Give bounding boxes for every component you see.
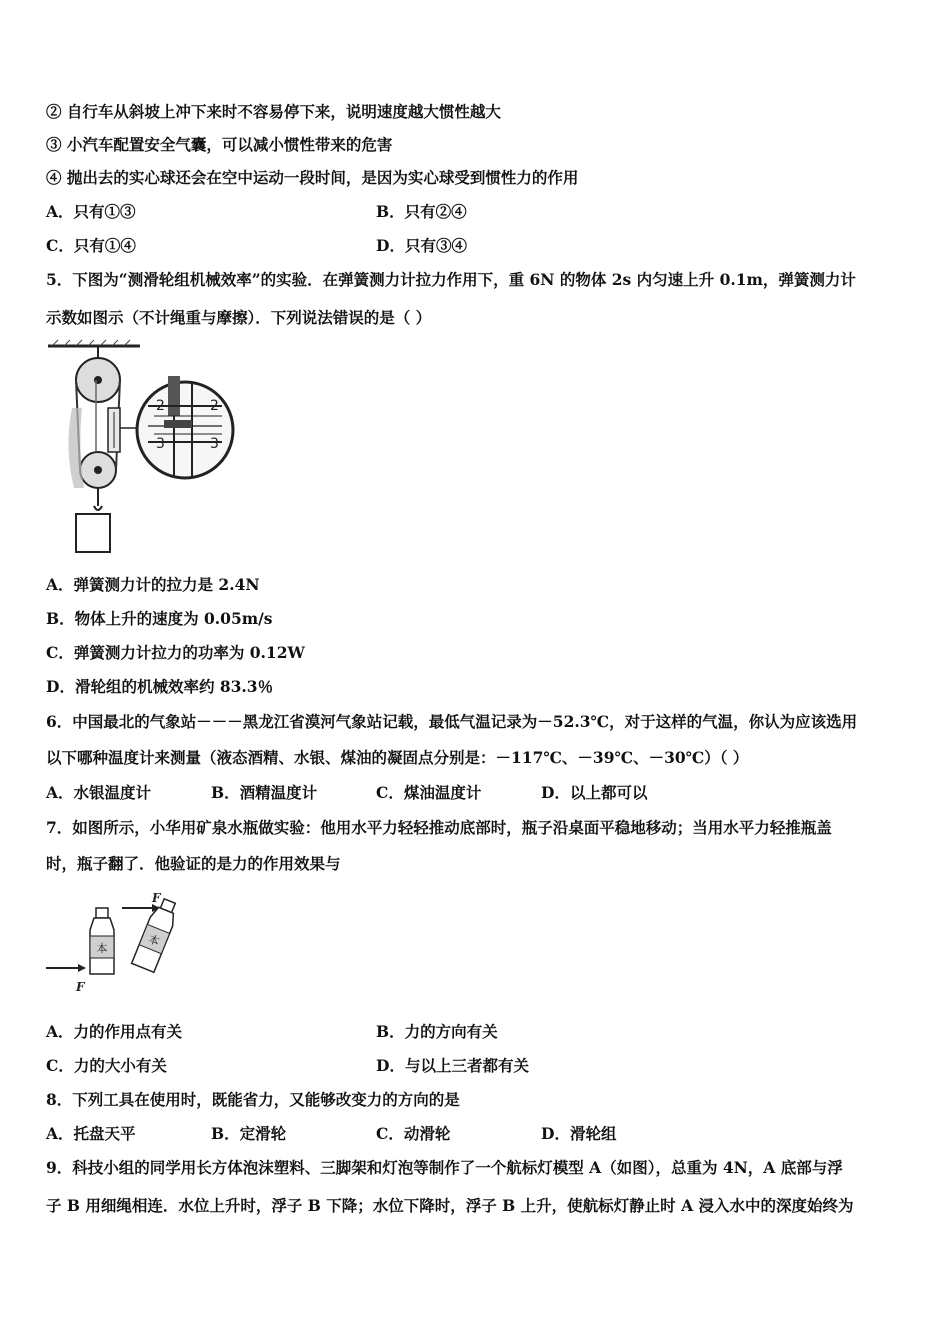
q6-stem-line-1: 6．中国最北的气象站－－－黑龙江省漠河气象站记载，最低气温记录为－52.3℃，对于这样的气温，你认为应该选用 [46, 712, 858, 731]
q4-statement-3: ③ 小汽车配置安全气囊，可以减小惯性带来的危害 [46, 135, 393, 154]
q7-option-b[interactable]: B．力的方向有关 [376, 1022, 498, 1041]
q9-stem-line-1: 9．科技小组的同学用长方体泡沫塑料、三脚架和灯泡等制作了一个航标灯模型 A（如图），总重为 4N，A 底部与浮 [46, 1158, 843, 1177]
q8-option-c[interactable]: C．动滑轮 [376, 1124, 451, 1143]
q8-stem: 8．下列工具在使用时，既能省力，又能够改变力的方向的是 [46, 1090, 460, 1109]
q5-stem-line-1: 5．下图为“测滑轮组机械效率”的实验．在弹簧测力计拉力作用下，重 6N 的物体 2s 内匀速上升 0.1m，弹簧测力计 [46, 270, 856, 289]
q5-option-d[interactable]: D．滑轮组的机械效率约 83.3％ [46, 677, 274, 696]
q6-option-c[interactable]: C．煤油温度计 [376, 783, 482, 802]
q7-option-a[interactable]: A．力的作用点有关 [46, 1022, 183, 1041]
svg-text:本: 本 [146, 932, 162, 949]
scale-label: 3 [156, 436, 165, 452]
q4-option-b[interactable]: B．只有②④ [376, 202, 467, 221]
q9-stem-line-2: 子 B 用细绳相连．水位上升时，浮子 B 下降；水位下降时，浮子 B 上升，使航标灯静止时 A 浸入水中的深度始终为 [46, 1196, 854, 1215]
q7-option-c[interactable]: C．力的大小有关 [46, 1056, 167, 1075]
q5-option-c[interactable]: C．弹簧测力计拉力的功率为 0.12W [46, 643, 305, 662]
q7-stem-line-2: 时，瓶子翻了．他验证的是力的作用效果与 [46, 854, 341, 873]
q8-option-a[interactable]: A．托盘天平 [46, 1124, 136, 1143]
q5-stem-line-2: 示数如图示（不计绳重与摩擦）．下列说法错误的是（ ） [46, 308, 432, 327]
q5-option-a[interactable]: A．弹簧测力计的拉力是 2.4N [46, 575, 260, 594]
q4-option-c[interactable]: C．只有①④ [46, 236, 136, 255]
q7-option-d[interactable]: D．与以上三者都有关 [376, 1056, 529, 1075]
q7-stem-line-1: 7．如图所示，小华用矿泉水瓶做实验：他用水平力轻轻推动底部时，瓶子沿桌面平稳地移动；当用水平力轻推瓶盖 [46, 818, 832, 837]
svg-text:本: 本 [96, 942, 108, 955]
force-label: F [76, 980, 85, 994]
q6-option-d[interactable]: D．以上都可以 [541, 783, 648, 802]
scale-label: 2 [156, 398, 165, 414]
q8-option-d[interactable]: D．滑轮组 [541, 1124, 617, 1143]
scale-label: 3 [210, 436, 219, 452]
q4-statement-2: ② 自行车从斜坡上冲下来时不容易停下来，说明速度越大惯性越大 [46, 102, 501, 121]
q6-option-a[interactable]: A．水银温度计 [46, 783, 152, 802]
q4-option-d[interactable]: D．只有③④ [376, 236, 467, 255]
force-label: F [152, 891, 161, 905]
q4-option-a[interactable]: A．只有①③ [46, 202, 136, 221]
bottle-figure [44, 888, 194, 994]
pulley-figure [44, 338, 244, 560]
q5-option-b[interactable]: B．物体上升的速度为 0.05m/s [46, 609, 273, 628]
scale-label: 2 [210, 398, 219, 414]
q6-option-b[interactable]: B．酒精温度计 [211, 783, 318, 802]
q4-statement-4: ④ 抛出去的实心球还会在空中运动一段时间，是因为实心球受到惯性力的作用 [46, 168, 579, 187]
q8-option-b[interactable]: B．定滑轮 [211, 1124, 287, 1143]
q6-stem-line-2: 以下哪种温度计来测量（液态酒精、水银、煤油的凝固点分别是：－117℃、－39℃、－30℃）（ ） [46, 748, 749, 767]
